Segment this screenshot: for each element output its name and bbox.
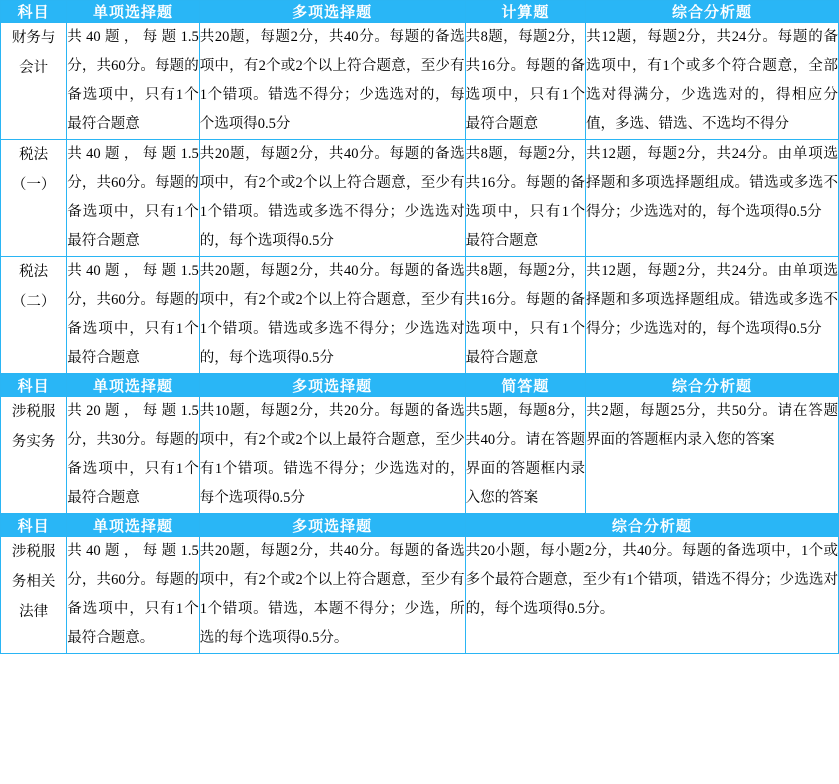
- column-header-comprehensive: 综合分析题: [586, 1, 839, 23]
- subject-line: （二）: [11, 294, 56, 310]
- column-header-single-choice: 单项选择题: [67, 1, 199, 23]
- subject-line: 务实务: [11, 434, 56, 450]
- cell-single-choice: 共40题，每题1.5分，共60分。每题的备选项中，只有1个最符合题意: [67, 257, 199, 374]
- cell-multiple-choice: 共20题，每题2分，共40分。每题的备选项中，有2个或2个以上符合题意，至少有1个错项。错选或多选不得分；少选选对的，每个选项得0.5分: [199, 257, 465, 374]
- exam-table-section-2: [0, 374, 839, 514]
- exam-table-section-1: [0, 0, 839, 374]
- cell-comprehensive: 共2题，每题25分，共50分。请在答题界面的答题框内录入您的答案: [586, 397, 839, 514]
- column-header-multiple-choice: 多项选择题: [199, 515, 465, 537]
- cell-short-answer: 共5题，每题8分，共40分。请在答题界面的答题框内录入您的答案: [465, 397, 585, 514]
- exam-table-section-3: [0, 514, 839, 654]
- column-header-calculation: 计算题: [465, 1, 585, 23]
- column-header-subject: 科目: [1, 515, 67, 537]
- subject-name: [1, 537, 67, 654]
- column-header-single-choice: 单项选择题: [67, 515, 199, 537]
- subject-name: [1, 23, 67, 140]
- table-row: [1, 397, 839, 514]
- column-header-multiple-choice: 多项选择题: [199, 1, 465, 23]
- cell-multiple-choice: 共20题，每题2分，共40分。每题的备选项中，有2个或2个以上符合题意，至少有1个错项。错选或多选不得分；少选选对的，每个选项得0.5分: [199, 140, 465, 257]
- subject-line: 法律: [19, 604, 49, 620]
- column-header-comprehensive: 综合分析题: [465, 515, 838, 537]
- cell-single-choice: 共40题，每题1.5分，共60分。每题的备选项中，只有1个最符合题意: [67, 23, 199, 140]
- cell-calculation: 共8题，每题2分，共16分。每题的备选项中，只有1个最符合题意: [465, 23, 585, 140]
- cell-calculation: 共8题，每题2分，共16分。每题的备选项中，只有1个最符合题意: [465, 140, 585, 257]
- cell-comprehensive: 共12题，每题2分，共24分。每题的备选项中，有1个或多个符合题意，全部选对得满分，少选选对的，得相应分值，多选、错选、不选均不得分: [586, 23, 839, 140]
- subject-line: 税法: [19, 147, 49, 163]
- column-header-subject: 科目: [1, 375, 67, 397]
- subject-line: 会计: [19, 60, 49, 76]
- subject-line: 务相关: [11, 574, 56, 590]
- table-row: [1, 140, 839, 257]
- cell-multiple-choice: 共10题，每题2分，共20分。每题的备选项中，有2个或2个以上最符合题意，至少有1个错项。错选不得分；少选选对的，每个选项得0.5分: [199, 397, 465, 514]
- subject-line: 税法: [19, 264, 49, 280]
- column-header-multiple-choice: 多项选择题: [199, 375, 465, 397]
- subject-name: [1, 257, 67, 374]
- table-header-row: [1, 515, 839, 537]
- cell-calculation: 共8题，每题2分，共16分。每题的备选项中，只有1个最符合题意: [465, 257, 585, 374]
- table-row: [1, 537, 839, 654]
- cell-multiple-choice: 共20题，每题2分，共40分。每题的备选项中，有2个或2个以上符合题意，至少有1个错项。错选，本题不得分；少选，所选的每个选项得0.5分。: [199, 537, 465, 654]
- subject-line: 财务与: [11, 30, 56, 46]
- column-header-subject: 科目: [1, 1, 67, 23]
- column-header-comprehensive: 综合分析题: [586, 375, 839, 397]
- subject-line: 涉税服: [11, 544, 56, 560]
- table-row: [1, 23, 839, 140]
- cell-single-choice: 共20题，每题1.5分，共30分。每题的备选项中，只有1个最符合题意: [67, 397, 199, 514]
- cell-comprehensive: 共12题，每题2分，共24分。由单项选择题和多项选择题组成。错选或多选不得分；少选选对的，每个选项得0.5分: [586, 257, 839, 374]
- table-header-row: [1, 1, 839, 23]
- table-row: [1, 257, 839, 374]
- cell-single-choice: 共40题，每题1.5分，共60分。每题的备选项中，只有1个最符合题意: [67, 140, 199, 257]
- subject-name: [1, 397, 67, 514]
- cell-single-choice: 共40题，每题1.5分，共60分。每题的备选项中，只有1个最符合题意。: [67, 537, 199, 654]
- subject-line: 涉税服: [11, 404, 56, 420]
- column-header-single-choice: 单项选择题: [67, 375, 199, 397]
- table-header-row: [1, 375, 839, 397]
- cell-comprehensive: 共12题，每题2分，共24分。由单项选择题和多项选择题组成。错选或多选不得分；少选选对的，每个选项得0.5分: [586, 140, 839, 257]
- column-header-short-answer: 简答题: [465, 375, 585, 397]
- subject-name: [1, 140, 67, 257]
- cell-comprehensive: 共20小题，每小题2分，共40分。每题的备选项中，1个或多个最符合题意，至少有1个错项，错选不得分；少选选对的，每个选项得0.5分。: [465, 537, 838, 654]
- subject-line: （一）: [11, 177, 56, 193]
- cell-multiple-choice: 共20题，每题2分，共40分。每题的备选项中，有2个或2个以上符合题意，至少有1个错项。错选不得分；少选选对的，每个选项得0.5分: [199, 23, 465, 140]
